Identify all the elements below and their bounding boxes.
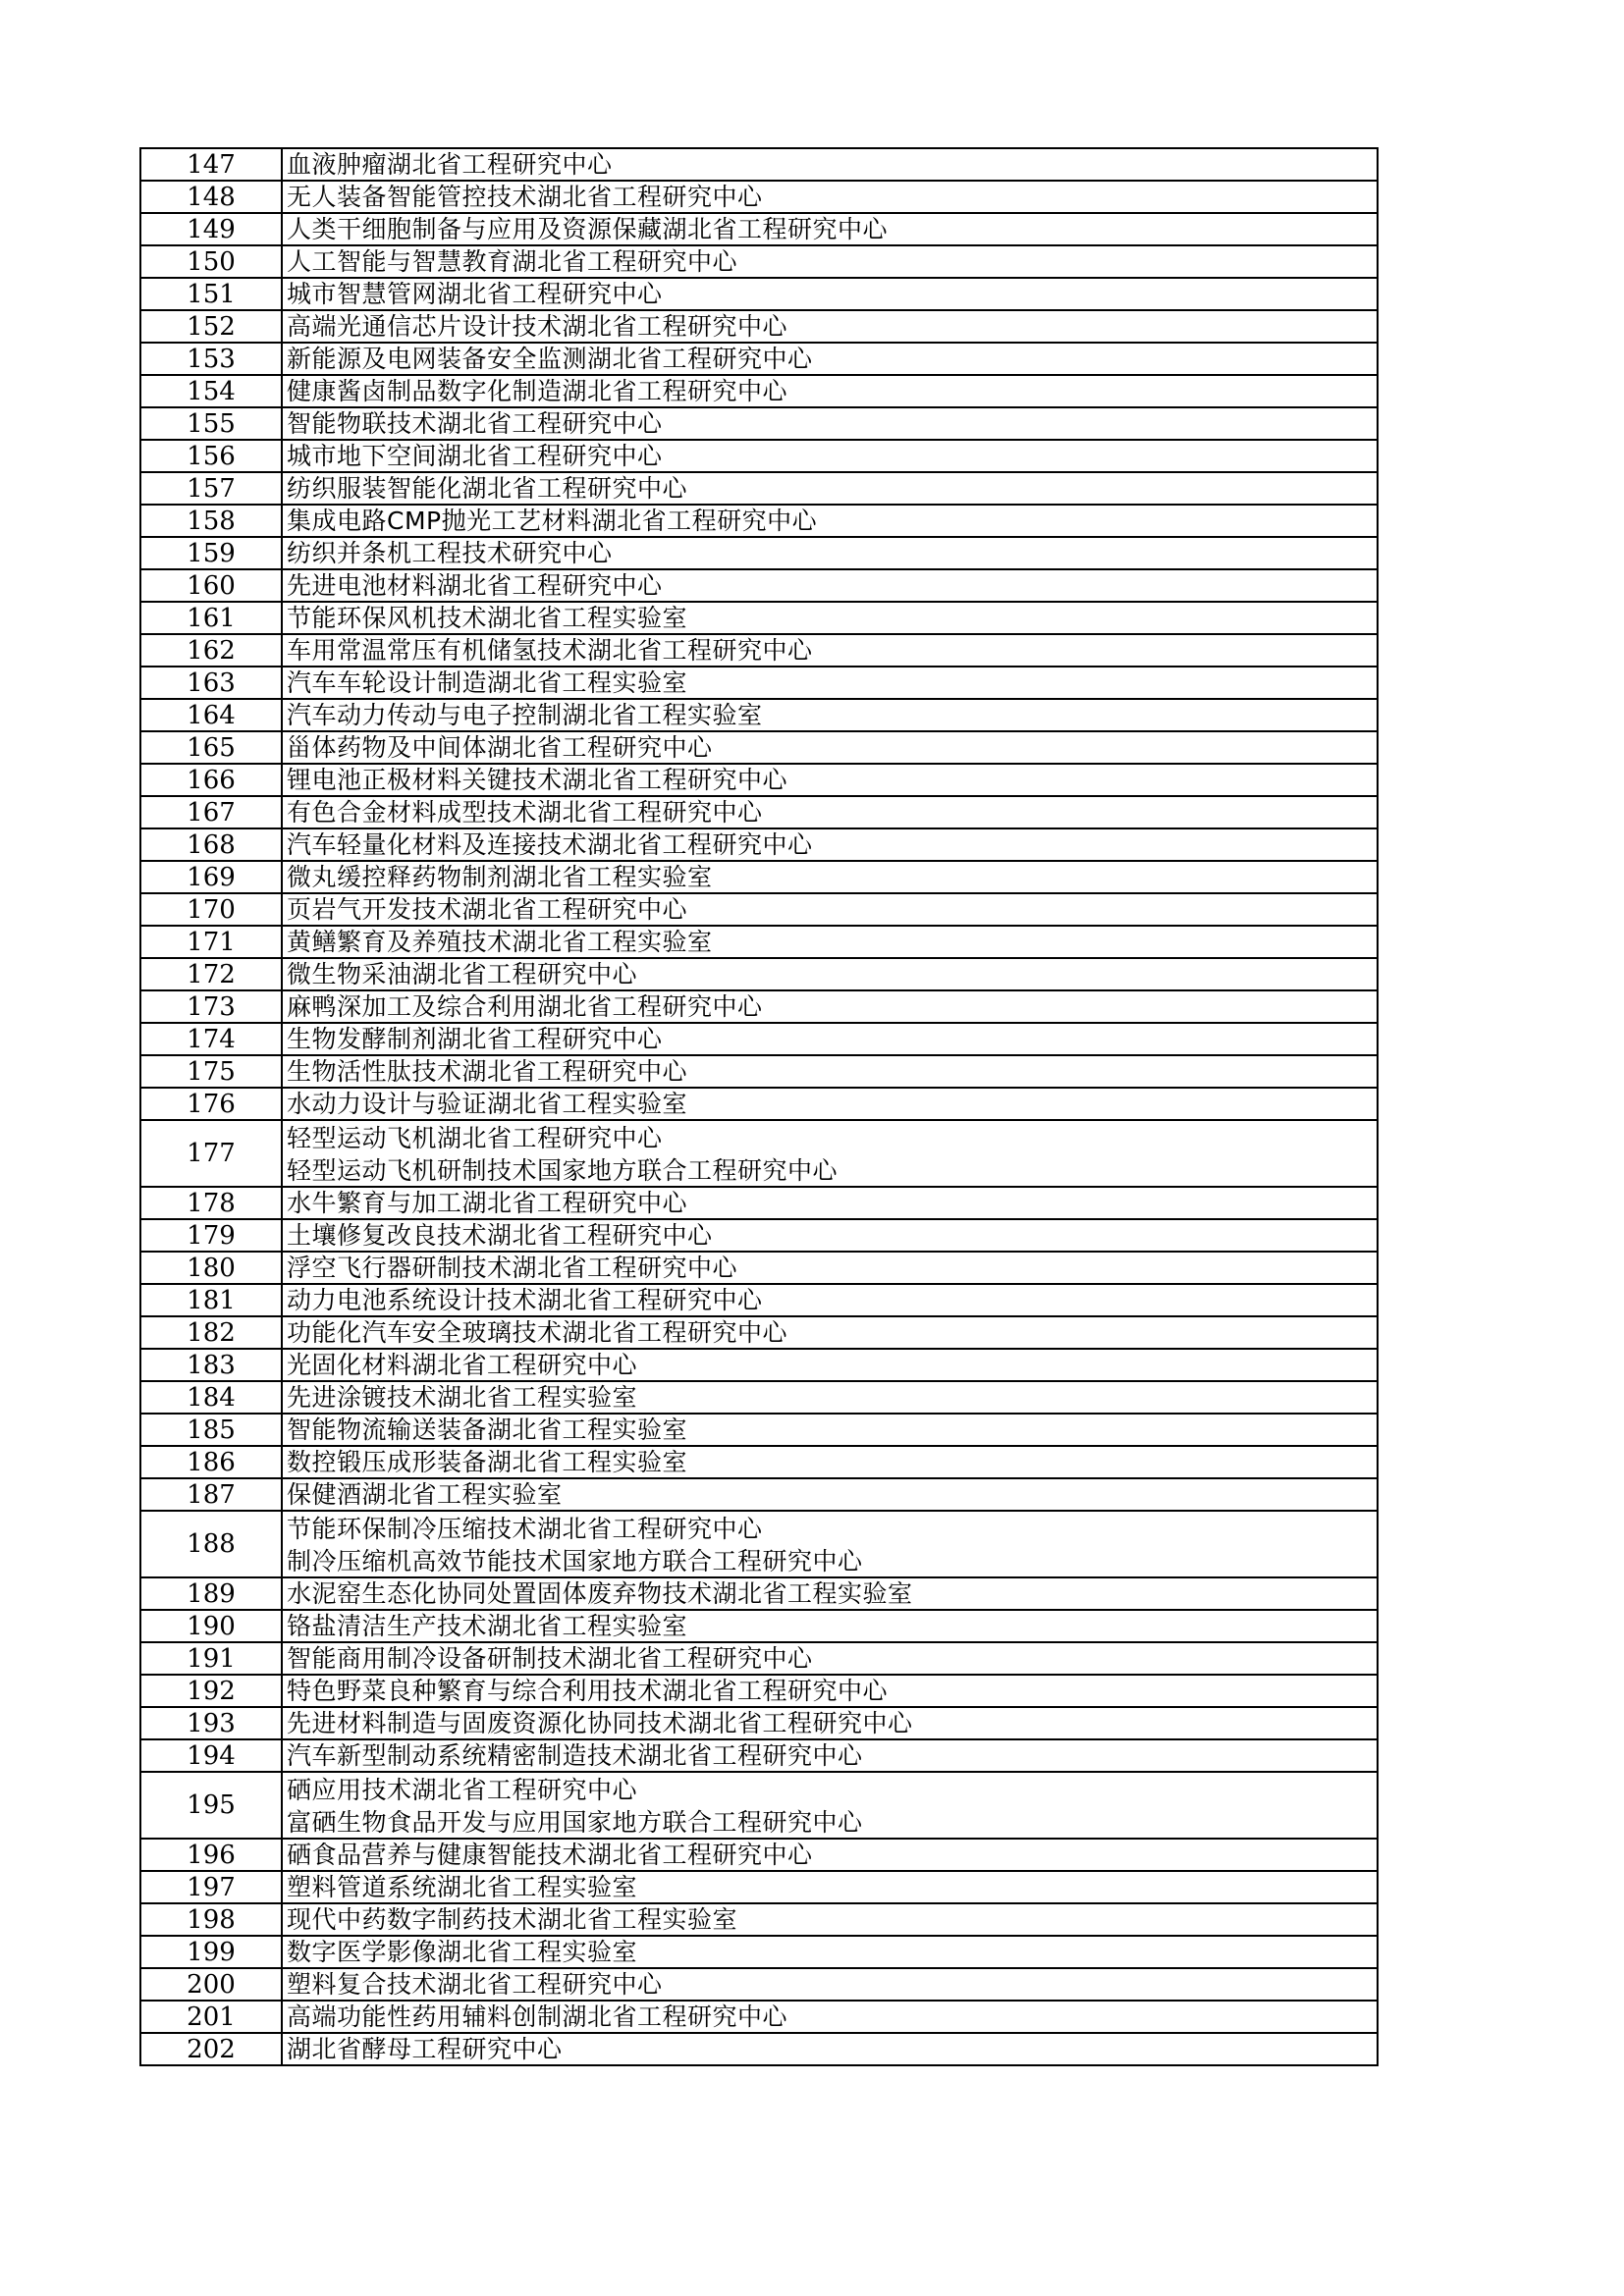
row-number: 197 [140,1871,282,1903]
institution-name: 血液肿瘤湖北省工程研究中心 [282,148,1378,181]
row-number: 154 [140,375,282,407]
table-row [140,1088,1378,1120]
institution-name: 湖北省酵母工程研究中心 [282,2033,1378,2065]
table-row [140,2001,1378,2033]
table-row [140,440,1378,472]
table-row [140,181,1378,213]
table-row [140,1187,1378,1219]
table-row [140,667,1378,699]
row-number: 164 [140,699,282,731]
table-row [140,731,1378,764]
row-number: 158 [140,505,282,537]
table-row [140,958,1378,990]
name-lines [287,1513,1377,1575]
institution-name: 人类干细胞制备与应用及资源保藏湖北省工程研究中心 [282,213,1378,245]
row-number: 156 [140,440,282,472]
institution-name: 页岩气开发技术湖北省工程研究中心 [282,893,1378,926]
row-number: 160 [140,569,282,602]
row-number: 188 [140,1511,282,1577]
row-number: 174 [140,1023,282,1055]
institution-name: 功能化汽车安全玻璃技术湖北省工程研究中心 [282,1316,1378,1349]
row-number: 180 [140,1252,282,1284]
table-row [140,764,1378,796]
table-row [140,1055,1378,1088]
institution-name [282,1120,1378,1187]
row-number: 151 [140,278,282,310]
row-number: 171 [140,926,282,958]
row-number: 196 [140,1839,282,1871]
institution-name: 纺织服装智能化湖北省工程研究中心 [282,472,1378,505]
table-row [140,1577,1378,1610]
row-number: 178 [140,1187,282,1219]
table-row [140,2033,1378,2065]
row-number: 159 [140,537,282,569]
row-number: 177 [140,1120,282,1187]
name-lines [287,1122,1377,1185]
table-row [140,1511,1378,1577]
institution-name: 硒食品营养与健康智能技术湖北省工程研究中心 [282,1839,1378,1871]
table-row [140,1642,1378,1675]
row-number: 173 [140,990,282,1023]
row-number: 167 [140,796,282,828]
institution-name [282,1772,1378,1839]
institution-name-line1: 轻型运动飞机湖北省工程研究中心 [287,1124,663,1152]
table-row [140,1839,1378,1871]
table-row [140,1739,1378,1772]
row-number: 157 [140,472,282,505]
institutions-table [139,147,1379,2066]
table-row [140,861,1378,893]
table-row [140,1903,1378,1936]
institution-name: 保健酒湖北省工程实验室 [282,1478,1378,1511]
row-number: 195 [140,1772,282,1839]
table-body [140,148,1378,2065]
table-row [140,407,1378,440]
row-number: 187 [140,1478,282,1511]
institution-name: 纺织并条机工程技术研究中心 [282,537,1378,569]
institution-name: 车用常温常压有机储氢技术湖北省工程研究中心 [282,634,1378,667]
row-number: 162 [140,634,282,667]
row-number: 152 [140,310,282,343]
table-row [140,1610,1378,1642]
row-number: 165 [140,731,282,764]
institution-name-line1: 硒应用技术湖北省工程研究中心 [287,1776,638,1804]
table-row [140,343,1378,375]
table-row [140,893,1378,926]
row-number: 153 [140,343,282,375]
row-number: 192 [140,1675,282,1707]
institution-name: 水动力设计与验证湖北省工程实验室 [282,1088,1378,1120]
row-number: 147 [140,148,282,181]
row-number: 149 [140,213,282,245]
row-number: 201 [140,2001,282,2033]
table-row [140,1936,1378,1968]
institution-name: 汽车轻量化材料及连接技术湖北省工程研究中心 [282,828,1378,861]
institution-name: 集成电路CMP抛光工艺材料湖北省工程研究中心 [282,505,1378,537]
table-row [140,1284,1378,1316]
row-number: 186 [140,1446,282,1478]
row-number: 176 [140,1088,282,1120]
table-row [140,1478,1378,1511]
institution-name: 高端功能性药用辅料创制湖北省工程研究中心 [282,2001,1378,2033]
institution-name: 特色野菜良种繁育与综合利用技术湖北省工程研究中心 [282,1675,1378,1707]
table-row [140,1252,1378,1284]
institution-name: 人工智能与智慧教育湖北省工程研究中心 [282,245,1378,278]
institution-name: 现代中药数字制药技术湖北省工程实验室 [282,1903,1378,1936]
table-row [140,796,1378,828]
table-row [140,505,1378,537]
institution-name: 锂电池正极材料关键技术湖北省工程研究中心 [282,764,1378,796]
institution-name: 铬盐清洁生产技术湖北省工程实验室 [282,1610,1378,1642]
table-row [140,375,1378,407]
row-number: 168 [140,828,282,861]
table-row [140,569,1378,602]
institution-name: 塑料管道系统湖北省工程实验室 [282,1871,1378,1903]
institution-name: 城市智慧管网湖北省工程研究中心 [282,278,1378,310]
table-row [140,278,1378,310]
row-number: 166 [140,764,282,796]
row-number: 172 [140,958,282,990]
institution-name: 智能物流输送装备湖北省工程实验室 [282,1414,1378,1446]
name-lines [287,1774,1377,1837]
institution-name-line2: 制冷压缩机高效节能技术国家地方联合工程研究中心 [287,1547,863,1575]
table-row [140,1871,1378,1903]
institution-name: 生物活性肽技术湖北省工程研究中心 [282,1055,1378,1088]
institution-name: 数字医学影像湖北省工程实验室 [282,1936,1378,1968]
institution-name: 高端光通信芯片设计技术湖北省工程研究中心 [282,310,1378,343]
row-number: 179 [140,1219,282,1252]
table-row [140,1381,1378,1414]
row-number: 161 [140,602,282,634]
institution-name-line2: 富硒生物食品开发与应用国家地方联合工程研究中心 [287,1808,863,1837]
institution-name: 浮空飞行器研制技术湖北省工程研究中心 [282,1252,1378,1284]
institution-name: 土壤修复改良技术湖北省工程研究中心 [282,1219,1378,1252]
institution-name: 黄鳝繁育及养殖技术湖北省工程实验室 [282,926,1378,958]
institution-name: 汽车动力传动与电子控制湖北省工程实验室 [282,699,1378,731]
institution-name: 无人装备智能管控技术湖北省工程研究中心 [282,181,1378,213]
table-row [140,213,1378,245]
institution-name: 水泥窑生态化协同处置固体废弃物技术湖北省工程实验室 [282,1577,1378,1610]
institution-name: 数控锻压成形装备湖北省工程实验室 [282,1446,1378,1478]
row-number: 182 [140,1316,282,1349]
institution-name: 先进电池材料湖北省工程研究中心 [282,569,1378,602]
row-number: 193 [140,1707,282,1739]
institution-name: 健康酱卤制品数字化制造湖北省工程研究中心 [282,375,1378,407]
institution-name: 生物发酵制剂湖北省工程研究中心 [282,1023,1378,1055]
row-number: 155 [140,407,282,440]
row-number: 184 [140,1381,282,1414]
institution-name: 光固化材料湖北省工程研究中心 [282,1349,1378,1381]
institution-name: 智能商用制冷设备研制技术湖北省工程研究中心 [282,1642,1378,1675]
institution-name: 新能源及电网装备安全监测湖北省工程研究中心 [282,343,1378,375]
table-row [140,1968,1378,2001]
institution-name-line1: 节能环保制冷压缩技术湖北省工程研究中心 [287,1515,763,1543]
institution-name-line2: 轻型运动飞机研制技术国家地方联合工程研究中心 [287,1156,839,1185]
table-row [140,1316,1378,1349]
institution-name: 节能环保风机技术湖北省工程实验室 [282,602,1378,634]
row-number: 199 [140,1936,282,1968]
row-number: 189 [140,1577,282,1610]
row-number: 200 [140,1968,282,2001]
table-row [140,1414,1378,1446]
table-row [140,1675,1378,1707]
institution-name: 先进涂镀技术湖北省工程实验室 [282,1381,1378,1414]
table-row [140,1349,1378,1381]
institution-name: 动力电池系统设计技术湖北省工程研究中心 [282,1284,1378,1316]
institution-name [282,1511,1378,1577]
institution-name: 智能物联技术湖北省工程研究中心 [282,407,1378,440]
institution-name: 塑料复合技术湖北省工程研究中心 [282,1968,1378,2001]
row-number: 183 [140,1349,282,1381]
institution-name: 有色合金材料成型技术湖北省工程研究中心 [282,796,1378,828]
table-row [140,634,1378,667]
institution-name: 麻鸭深加工及综合利用湖北省工程研究中心 [282,990,1378,1023]
row-number: 202 [140,2033,282,2065]
institution-name: 微生物采油湖北省工程研究中心 [282,958,1378,990]
table-row [140,828,1378,861]
row-number: 170 [140,893,282,926]
table-row [140,537,1378,569]
row-number: 198 [140,1903,282,1936]
row-number: 190 [140,1610,282,1642]
institution-name: 水牛繁育与加工湖北省工程研究中心 [282,1187,1378,1219]
row-number: 181 [140,1284,282,1316]
table-row [140,1120,1378,1187]
row-number: 175 [140,1055,282,1088]
row-number: 169 [140,861,282,893]
table-row [140,926,1378,958]
table-row [140,1023,1378,1055]
table-row [140,310,1378,343]
institution-name: 微丸缓控释药物制剂湖北省工程实验室 [282,861,1378,893]
table-row [140,148,1378,181]
table-row [140,1772,1378,1839]
row-number: 148 [140,181,282,213]
institution-name: 汽车车轮设计制造湖北省工程实验室 [282,667,1378,699]
table-row [140,1446,1378,1478]
institution-name: 城市地下空间湖北省工程研究中心 [282,440,1378,472]
table-row [140,472,1378,505]
table-row [140,1219,1378,1252]
row-number: 185 [140,1414,282,1446]
table-row [140,245,1378,278]
institution-name: 甾体药物及中间体湖北省工程研究中心 [282,731,1378,764]
row-number: 163 [140,667,282,699]
table-row [140,990,1378,1023]
row-number: 194 [140,1739,282,1772]
row-number: 150 [140,245,282,278]
table-row [140,602,1378,634]
table-row [140,1707,1378,1739]
table-row [140,699,1378,731]
institution-name: 汽车新型制动系统精密制造技术湖北省工程研究中心 [282,1739,1378,1772]
institution-name: 先进材料制造与固废资源化协同技术湖北省工程研究中心 [282,1707,1378,1739]
row-number: 191 [140,1642,282,1675]
